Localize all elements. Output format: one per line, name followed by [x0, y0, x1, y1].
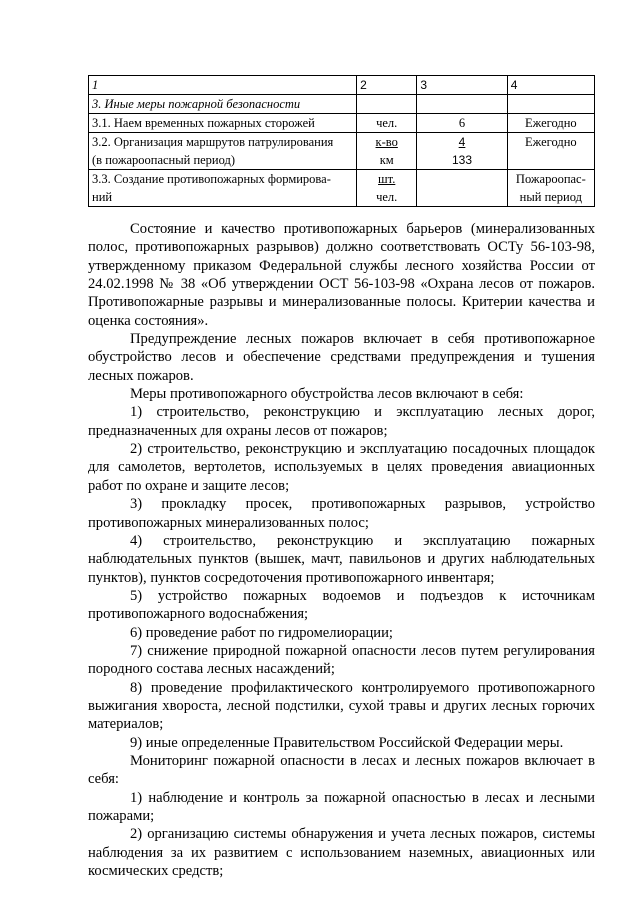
cell-line: 3.1. Наем временных пожарных сторожей [92, 116, 315, 130]
table-row [89, 133, 595, 170]
table-section-row [89, 95, 595, 114]
cell-line: ний [92, 190, 113, 204]
list-item: 5) устройство пожарных водоемов и подъездов к источникам противопожарного водоснабжения; [88, 587, 595, 623]
value-cell [417, 114, 507, 133]
header-cell: 1 [89, 76, 357, 95]
list-item: 4) строительство, реконструкцию и эксплуатацию пожарных наблюдательных пунктов (вышек, мачт, павильонов и других наблюдательных пунктов), пунктов сосредоточения противопожарного инвентаря; [88, 532, 595, 586]
empty-cell [417, 95, 507, 114]
period-cell [507, 114, 594, 133]
cell-line: чел. [376, 190, 398, 204]
cell-line: 3.3. Создание противопожарных формирова- [92, 172, 331, 186]
body-text [88, 220, 595, 880]
header-cell: 2 [357, 76, 417, 95]
paragraph: Мониторинг пожарной опасности в лесах и лесных пожаров включает в себя: [88, 752, 595, 788]
list-item: 1) строительство, реконструкцию и эксплуатацию лесных дорог, предназначенных для охраны лесов от пожаров; [88, 404, 595, 439]
unit-cell [357, 170, 417, 207]
cell-line: ный период [519, 190, 583, 204]
list-item: 6) проведение работ по гидромелиорации; [130, 624, 393, 641]
cell-line: 3.2. Организация маршрутов патрулирования [92, 135, 334, 149]
cell-line: 4 [458, 135, 466, 149]
paragraph: Предупреждение лесных пожаров включает в себя противопожарное обустройство лесов и обеспечение средствами предупреждения и тушения лесных пожаров. [88, 331, 595, 384]
table-row [89, 170, 595, 207]
list-item: 8) проведение профилактического контролируемого противопожарного выжигания хвороста, лесной подстилки, сухой травы и других лесных горючих материалов; [88, 679, 595, 733]
empty-cell [357, 95, 417, 114]
list-item: 2) строительство, реконструкцию и эксплуатацию посадочных площадок для самолетов, вертолетов, используемых в целях проведения авиационных работ по охране и защите лесов; [88, 441, 595, 494]
cell-line: 6 [458, 116, 466, 130]
paragraph: Состояние и качество противопожарных барьеров (минерализованных полос, противопожарных разрывов) должно соответствовать ОСТу 56-103-98, утвержденному приказом Федеральной службы лесного хозяйства России от 24.02.1998 № 38 «Об утверждении ОСТ 56-103-98 «Охрана лесов от пожаров. Противопожарные разрывы и минерализованные полосы. Критерии качества и оценка состояния». [88, 221, 595, 329]
cell-line: чел. [376, 116, 398, 130]
cell-line: шт. [378, 172, 396, 186]
list-item: 2) организацию системы обнаружения и учета лесных пожаров, системы наблюдения за их развитием с использованием наземных, авиационных или космических средств; [88, 826, 595, 880]
list-item: 1) наблюдение и контроль за пожарной опасностью в лесах и лесными пожарами; [88, 789, 595, 824]
cell-line: Ежегодно [525, 116, 577, 130]
section-title-cell: 3. Иные меры пожарной безопасности [89, 95, 357, 114]
paragraph: Меры противопожарного обустройства лесов включают в себя: [130, 386, 524, 403]
empty-cell [507, 95, 594, 114]
cell-line: 133 [451, 153, 473, 167]
table-header-row [89, 76, 595, 95]
cell-line: Пожароопас- [515, 172, 586, 186]
list-item: 9) иные определенные Правительством Российской Федерации меры. [130, 734, 564, 751]
cell-line: к-во [375, 135, 398, 149]
table-row [89, 114, 595, 133]
cell-line: Ежегодно [525, 135, 577, 149]
period-cell [507, 170, 594, 207]
cell-line: (в пожароопасный период) [92, 153, 236, 167]
list-item: 3) прокладку просек, противопожарных разрывов, устройство противопожарных минерализованных полос; [88, 496, 595, 531]
value-cell [417, 133, 507, 170]
cell-line: км [379, 153, 394, 167]
list-item: 7) снижение природной пожарной опасности лесов путем регулирования породного состава лесных насаждений; [88, 642, 595, 678]
period-cell [507, 133, 594, 170]
header-cell: 3 [417, 76, 507, 95]
unit-cell [357, 133, 417, 170]
value-cell [417, 170, 507, 207]
fire-safety-measures-table [88, 75, 595, 207]
measure-name-cell [89, 170, 357, 207]
measure-name-cell [89, 114, 357, 133]
unit-cell [357, 114, 417, 133]
measure-name-cell [89, 133, 357, 170]
header-cell: 4 [507, 76, 594, 95]
